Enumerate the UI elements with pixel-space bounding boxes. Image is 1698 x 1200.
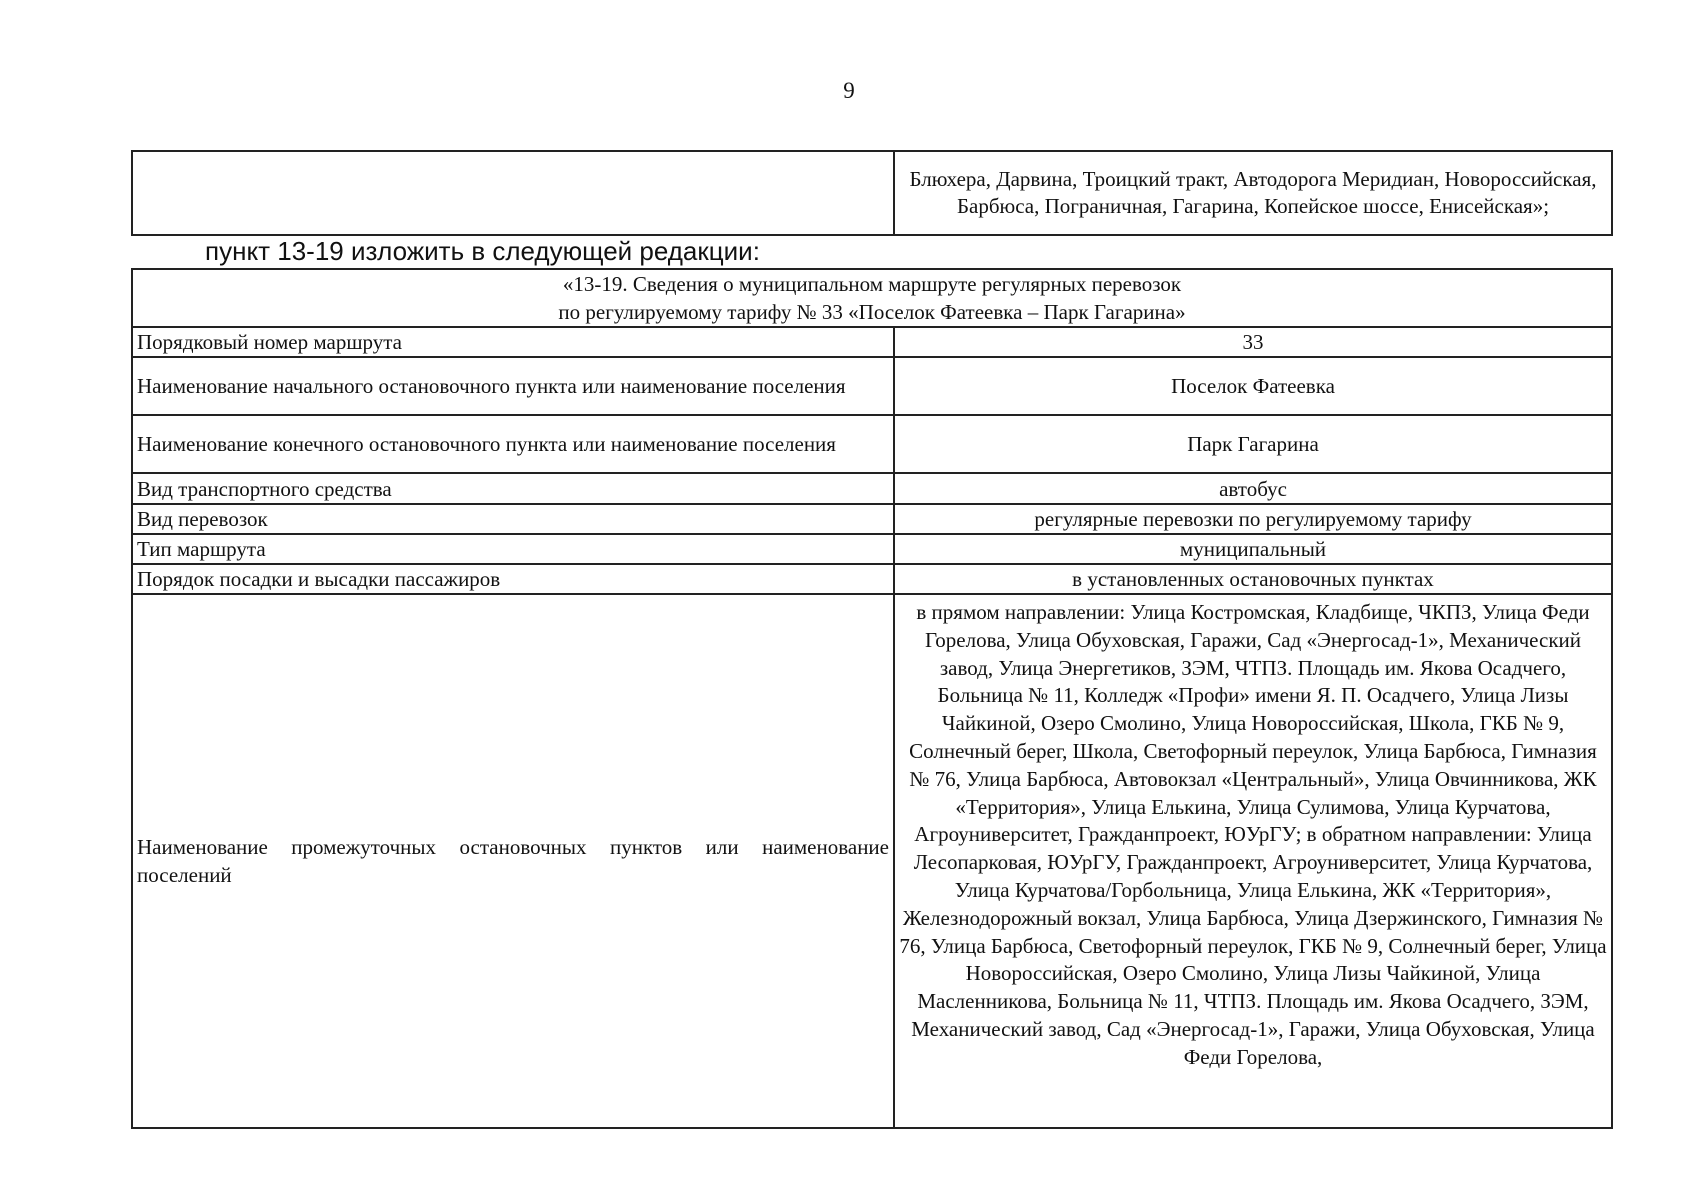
row-value: в установленных остановочных пунктах [894,564,1612,594]
row-label: Тип маршрута [132,534,894,564]
caption-line-1: «13-19. Сведения о муниципальном маршруте регулярных перевозок [562,272,1182,296]
table-row [132,504,1612,534]
continuation-table [131,150,1613,236]
row-value: автобус [894,473,1612,504]
row-label: Порядковый номер маршрута [132,327,894,357]
continuation-right-cell: Блюхера, Дарвина, Троицкий тракт, Автодорога Меридиан, Новороссийская, Барбюса, Пограничная, Гагарина, Копейское шоссе, Енисейская»; [894,151,1612,235]
continuation-row [132,151,1612,235]
caption-line-2: по регулируемому тарифу № 33 «Поселок Фатеевка – Парк Гагарина» [558,300,1186,324]
table-row [132,534,1612,564]
row-label: Порядок посадки и высадки пассажиров [132,564,894,594]
table-row [132,473,1612,504]
row-value: 33 [894,327,1612,357]
row-value: регулярные перевозки по регулируемому тарифу [894,504,1612,534]
row-label: Наименование конечного остановочного пункта или наименование поселения [132,415,894,473]
table-row [132,415,1612,473]
amendment-instruction: пункт 13-19 изложить в следующей редакции: [205,236,760,266]
route-info-table [131,268,1613,1129]
table-caption [132,269,1612,327]
row-label: Вид перевозок [132,504,894,534]
table-row [132,594,1612,1128]
row-label: Наименование начального остановочного пункта или наименование поселения [132,357,894,415]
row-value: Парк Гагарина [894,415,1612,473]
table-row [132,564,1612,594]
row-label: Вид транспортного средства [132,473,894,504]
row-value: муниципальный [894,534,1612,564]
table-row [132,327,1612,357]
row-label: Наименование промежуточных остановочных пунктов или наименование поселений [132,594,894,1128]
row-value: Поселок Фатеевка [894,357,1612,415]
continuation-left-cell [132,151,894,235]
row-value: в прямом направлении: Улица Костромская, Кладбище, ЧКПЗ, Улица Феди Горелова, Улица Обуховская, Гаражи, Сад «Энергосад-1», Механический завод, Улица Энергетиков, ЗЭМ, ЧТПЗ. Площадь им. Якова Осадчего, Больница № 11, Колледж «Профи» имени Я. П. Осадчего, Улица Лизы Чайкиной, Озеро Смолино, Улица Новороссийская, Школа, ГКБ № 9, Солнечный берег, Школа, Светофорный переулок, Улица Барбюса, Гимназия № 76, Улица Барбюса, Автовокзал «Центральный», Улица Овчинникова, ЖК «Территория», Улица Елькина, Улица Сулимова, Улица Курчатова, Агроуниверситет, Гражданпроект, ЮУрГУ; в обратном направлении: Улица Лесопарковая, ЮУрГУ, Гражданпроект, Агроуниверситет, Улица Курчатова, Улица Курчатова/Горбольница, Улица Елькина, ЖК «Территория», Железнодорожный вокзал, Улица Барбюса, Улица Дзержинского, Гимназия № 76, Улица Барбюса, Светофорный переулок, ГКБ № 9, Солнечный берег, Улица Новороссийская, Озеро Смолино, Улица Лизы Чайкиной, Улица Масленникова, Больница № 11, ЧТПЗ. Площадь им. Якова Осадчего, ЗЭМ, Механический завод, Сад «Энергосад-1», Гаражи, Улица Обуховская, Улица Феди Горелова, [894,594,1612,1128]
page-number: 9 [843,78,855,103]
table-row [132,357,1612,415]
table-caption-row [132,269,1612,327]
